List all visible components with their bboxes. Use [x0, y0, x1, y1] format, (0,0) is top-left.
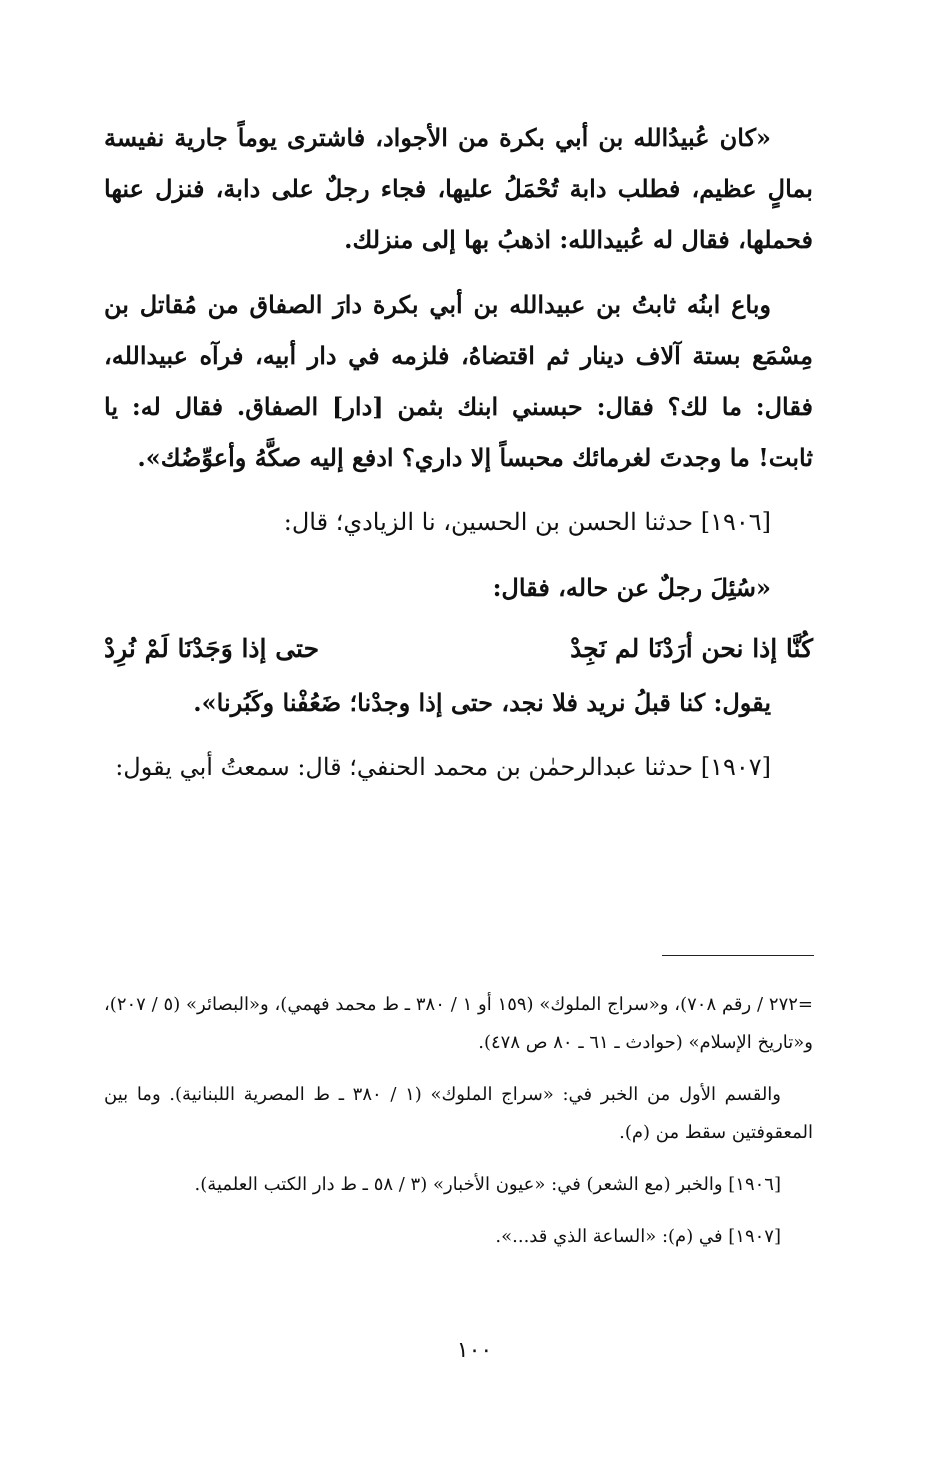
footnote-continuation: =٢٧٢ / رقم ٧٠٨)، و«سراج الملوك» (١٥٩ أو ١ / ٣٨٠ ـ ط محمد فهمي)، و«البصائر» (٥ / ٢٠٧)، و«تاريخ الإسلام» (حوادث ـ ٦١ ـ ٨٠ ص ٤٧٨).: [104, 994, 814, 1053]
explanation-paragraph: يقول: كنا قبلُ نريد فلا نجد، حتى إذا وجدْنا؛ ضَعُفْنا وكَبُرنا».: [193, 688, 771, 717]
quote-paragraph: «كان عُبيدُالله بن أبي بكرة من الأجواد، فاشترى يوماً جارية نفيسة بمالٍ عظيم، فطلب دابة تُحْمَلُ عليها، فجاء رجلٌ على دابة، فنزل عنها فحملها، فقال له عُبيدالله: اذهبُ بها إلى منزلك.: [104, 123, 813, 254]
verse-second-hemistich: حتى إذا وَجَدْنَا لَمْ نُرِدْ: [104, 634, 320, 663]
story-paragraph: وباع ابنُه ثابتُ بن عبيدالله بن أبي بكرة دارَ الصفاق من مُقاتل بن مِسْمَع بستة آلاف دينار ثم اقتضاهُ، فلزمه في دار أبيه، فرآه عبيدالله، فقال: ما لك؟ فقال: حبسني ابنك بثمن [دار] الصفاق. فقال له: يا ثابت! ما وجدتَ لغرمائك محبساً إلا داري؟ ادفع إليه صكَّهُ وأعوِّضُك».: [104, 290, 813, 472]
poem-verse: [104, 621, 813, 677]
footnote-1907: [١٩٠٧] في (م): «الساعة الذي قد...».: [495, 1226, 781, 1247]
main-text: [104, 112, 813, 793]
page-number: ١٠٠: [456, 1338, 493, 1363]
footnotes: [104, 986, 813, 1270]
verse-first-hemistich: كُنَّا إذا نحن أرَدْنَا لم نَجِدْ: [570, 634, 813, 663]
hadith-1907-paragraph: [١٩٠٧] حدثنا عبدالرحمٰن بن محمد الحنفي؛ قال: سمعتُ أبي يقول:: [115, 753, 771, 781]
hadith-1906-paragraph: [١٩٠٦] حدثنا الحسن بن الحسين، نا الزيادي؛ قال:: [283, 508, 771, 536]
footnote-first-part-source: والقسم الأول من الخبر في: «سراج الملوك» (١ / ٣٨٠ ـ ط المصرية اللبنانية). وما بين المعقوفتين سقط من (م).: [104, 1084, 813, 1143]
footnote-1906: [١٩٠٦] والخبر (مع الشعر) في: «عيون الأخبار» (٣ / ٥٨ ـ ط دار الكتب العلمية).: [194, 1174, 781, 1195]
question-paragraph: «سُئِلَ رجلٌ عن حاله، فقال:: [492, 573, 771, 602]
footnote-divider: [662, 955, 814, 956]
